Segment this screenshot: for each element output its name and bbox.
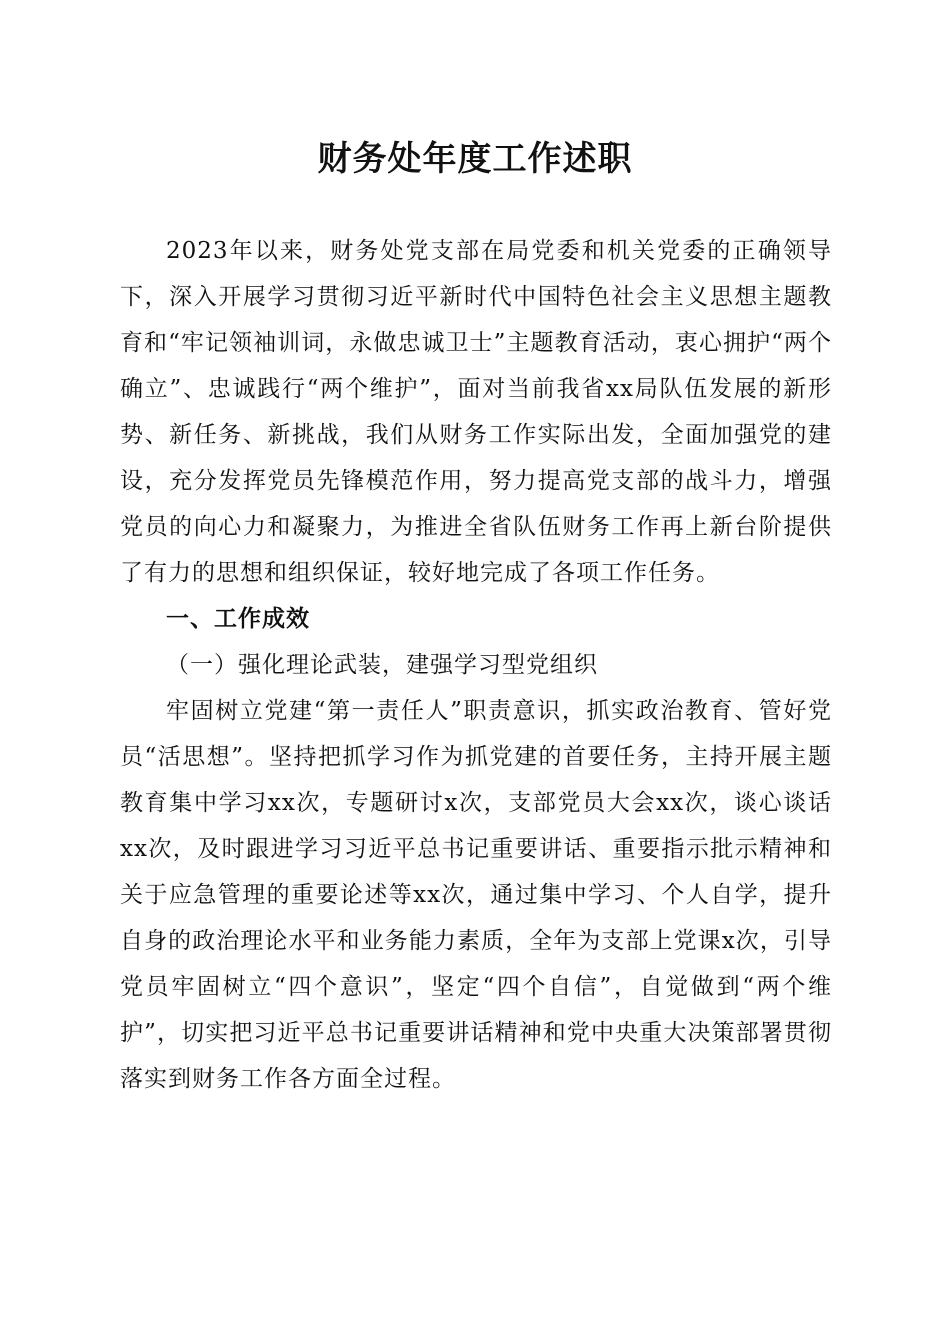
intro-paragraph: 2023年以来，财务处党支部在局党委和机关党委的正确领导下，深入开展学习贯彻习近平新时代中国特色社会主义思想主题教育和“牢记领袖训词，永做忠诚卫士”主题教育活动，衷心拥护“两个确立”、忠诚践行“两个维护”，面对当前我省xx局队伍发展的新形势、新任务、新挑战，我们从财务工作实际出发，全面加强党的建设，充分发挥党员先锋模范作用，努力提高党支部的战斗力，增强党员的向心力和凝聚力，为推进全省队伍财务工作再上新台阶提供了有力的思想和组织保证，较好地完成了各项工作任务。 [120,238,832,586]
subsection-paragraph-theory: 牢固树立党建“第一责任人”职责意识，抓实政治教育、管好党员“活思想”。坚持把抓学习作为抓党建的首要任务，主持开展主题教育集中学习xx次，专题研讨x次，支部党员大会xx次，谈心谈话xx次，及时跟进学习习近平总书记重要讲话、重要指示批示精神和关于应急管理的重要论述等xx次，通过集中学习、个人自学，提升自身的政治理论水平和业务能力素质，全年为支部上党课x次，引导党员牢固树立“四个意识”，坚定“四个自信”，自觉做到“两个维护”，切实把习近平总书记重要讲话精神和党中央重大决策部署贯彻落实到财务工作各方面全过程。 [120,698,832,1092]
document-title: 财务处年度工作述职 [317,139,633,179]
section-heading-achievements: 一、工作成效 [166,605,310,632]
subsection-heading-theory: （一）强化理论武装，建强学习型党组织 [166,652,598,678]
document-body [120,228,832,1102]
